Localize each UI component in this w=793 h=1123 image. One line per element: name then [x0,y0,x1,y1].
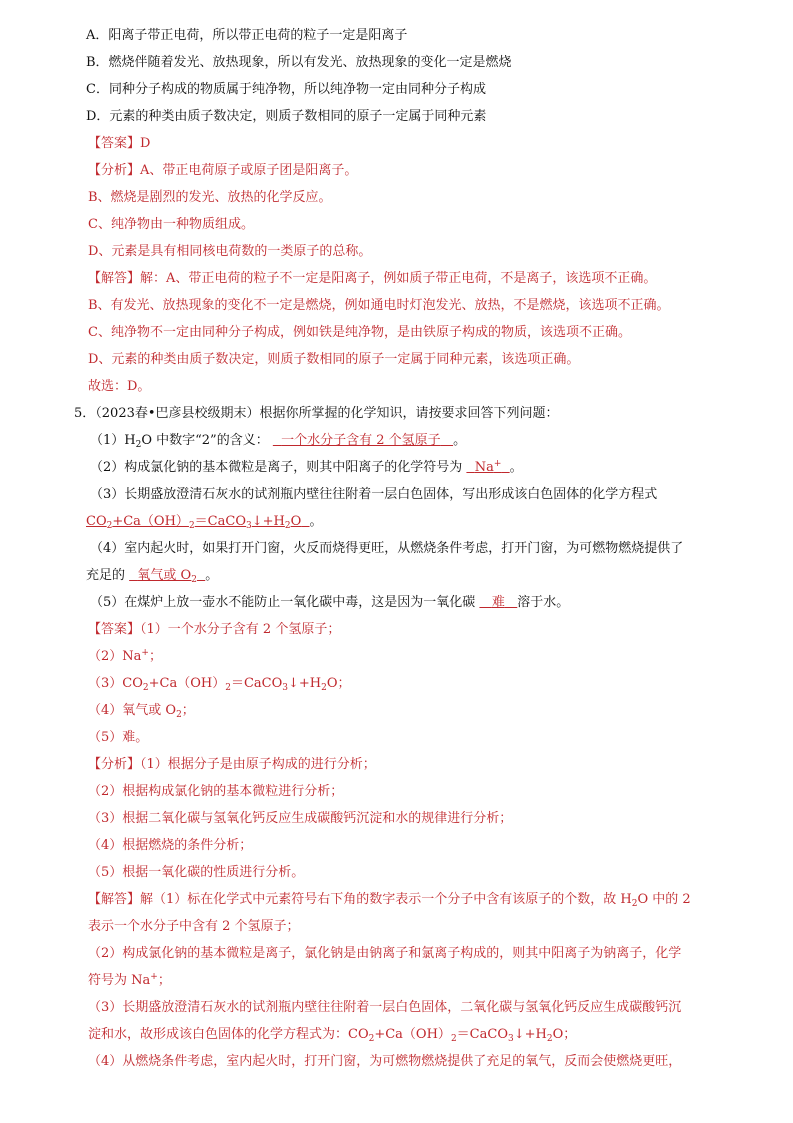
text: 。 [309,514,323,529]
q4-solution-4: D、元素的种类由质子数决定，则质子数相同的原子一定属于同种元素，该选项正确。 [88,352,580,367]
answer-text: 难 [491,595,505,610]
answer-blank-2 [466,460,509,475]
q5-solution-3: （2）构成氯化钠的基本微粒是离子，氯化钠是由钠离子和氯离子构成的，则其中阳离子为钠离子，化学 [88,946,682,961]
question-source: （2023春•巴彦县校级期末） [95,406,260,421]
analysis-tag: 【分析】 [88,163,141,178]
text: （1）一个水分子含有 2 个氢原子； [140,622,341,637]
q5-part-4: （4）室内起火时，如果打开门窗，火反而烧得更旺，从燃烧条件考虑，打开门窗，为可燃物燃烧提供了 [90,541,684,556]
q4-analysis-1 [88,162,357,180]
q5-analysis-4: （4）根据燃烧的条件分析； [88,838,253,853]
subscript: 2 [106,521,113,531]
q4-analysis-3: C、纯净物由一种物质组成。 [88,217,254,232]
subscript: 2 [450,1034,457,1044]
question-text: 根据你所掌握的化学知识，请按要求回答下列问题： [259,406,559,421]
subscript: 2 [225,683,231,693]
answer-tag: 【答案】 [88,622,141,637]
q5-solution-4 [88,972,171,990]
text: ↓+H [288,676,322,691]
q4-solution-2: B、有发光、放热现象的变化不一定是燃烧，例如通电时灯泡发光、放热，不是燃烧，该选项不正确。 [88,298,670,313]
superscript: + [141,648,149,658]
text: ＝CaCO [230,676,283,691]
text: ↓+H [513,1027,547,1042]
q5-solution-6 [88,1026,576,1044]
answer-text: Na [474,460,494,475]
text: ＝CaCO [456,1027,508,1042]
q5-answer-3 [88,675,351,693]
q4-analysis-4: D、元素是具有相同核电荷数的一类原子的总称。 [88,244,372,259]
solution-tag: 【解答】 [88,892,141,907]
answer-blank-5 [479,595,517,610]
text: 充足的 [86,568,126,583]
subscript: 3 [507,1034,514,1044]
text: （3）CO [88,676,143,691]
text: （1）H [90,433,136,448]
subscript: 3 [282,683,288,693]
answer-text: 一个水分子含有 2 个氢原子 [281,433,441,448]
text: （1）根据分子是由原子构成的进行分析； [140,757,376,772]
subscript: 2 [188,521,195,531]
q5-answer-2 [88,648,162,666]
solution-text: 解：A、带正电荷的粒子不一定是阳离子，例如质子带正电荷，不是离子，该选项不正确。 [140,271,657,286]
analysis-text: A、带正电荷原子或原子团是阳离子。 [140,163,358,178]
text: CO [86,514,107,529]
q4-solution-5: 故选：D。 [88,379,151,394]
text: ↓+H [251,514,285,529]
q5-part-1 [90,432,466,450]
text: （4）氧气或 O [88,703,177,718]
subscript: 3 [245,521,252,531]
text: ； [181,703,195,718]
text: 符号为 Na [88,973,151,988]
q5-answer-5: （5）难。 [88,730,149,745]
option-b: B．燃烧伴随着发光、放热现象，所以有发光、放热现象的变化一定是燃烧 [86,55,512,70]
subscript: 2 [631,899,638,909]
text: （5）在煤炉上放一壶水不能防止一氧化碳中毒，这是因为一氧化碳 [90,595,476,610]
text: ＝CaCO [194,514,246,529]
subscript: 2 [284,521,291,531]
text: O 中数字“2”的含义： [141,433,269,448]
q5-part-5 [90,594,569,612]
text: O； [552,1027,577,1042]
text: 溶于水。 [517,595,570,610]
option-a: A．阳离子带正电荷，所以带正电荷的粒子一定是阳离子 [86,28,408,43]
analysis-tag: 【分析】 [88,757,141,772]
answer-blank-4 [129,568,205,583]
q4-solution-3: C、纯净物不一定由同种分子构成，例如铁是纯净物，是由铁原子构成的物质，该选项不正确。 [88,325,631,340]
q5-part-2 [90,459,523,477]
q5-solution-5: （3）长期盛放澄清石灰水的试剂瓶内壁往往附着一层白色固体，二氧化碳与氢氧化钙反应生成碳酸钙沉 [88,1000,682,1015]
answer-tag: 【答案】 [88,136,141,151]
q5-analysis-5: （5）根据一氧化碳的性质进行分析。 [88,865,305,880]
q4-analysis-2: B、燃烧是剧烈的发光、放热的化学反应。 [88,190,332,205]
subscript: 2 [546,1034,553,1044]
subscript: 2 [191,575,197,585]
answer-blank-3 [86,514,310,529]
q5-answer-1 [88,621,340,639]
text: ； [157,973,171,988]
text: +Ca（OH） [112,514,189,529]
text: O [290,514,302,529]
answer-text: 氧气或 O [137,568,192,583]
text: （2）Na [88,649,142,664]
text: （2）构成氯化钠的基本微粒是离子，则其中阳离子的化学符号为 [90,460,463,475]
subscript: 2 [142,683,149,693]
q4-answer [88,135,150,153]
text: ； [148,649,162,664]
q5-part-3: （3）长期盛放澄清石灰水的试剂瓶内壁往往附着一层白色固体，写出形成该白色固体的化学方程式 [90,487,658,502]
text: +Ca（OH） [374,1027,451,1042]
q5-analysis-2: （2）根据构成氯化钠的基本微粒进行分析； [88,784,344,799]
solution-tag: 【解答】 [88,271,141,286]
subscript: 2 [368,1034,375,1044]
q4-solution-1 [88,270,656,288]
option-d: D．元素的种类由质子数决定，则质子数相同的原子一定属于同种元素 [86,109,487,124]
text: O； [326,676,351,691]
option-c: C．同种分子构成的物质属于纯净物，所以纯净物一定由同种分子构成 [86,82,486,97]
superscript: + [493,459,502,469]
question-number: 5． [74,406,96,421]
answer-blank-1 [273,433,453,448]
text: +Ca（OH） [148,676,226,691]
superscript: + [150,972,158,982]
text: 解（1）标在化学式中元素符号右下角的数字表示一个分子中含有该原子的个数，故 H [140,892,632,907]
q5-solution-2: 表示一个水分子中含有 2 个氢原子； [88,919,300,934]
answer-value: D [140,136,151,151]
q5-solution-7: （4）从燃烧条件考虑，室内起火时，打开门窗，为可燃物燃烧提供了充足的氧气，反而会使燃烧更旺， [88,1054,682,1069]
q5-stem [74,405,559,423]
q5-part-3-answer [86,513,323,531]
text: 。 [205,568,219,583]
text: 淀和水，故形成该白色固体的化学方程式为：CO [88,1027,369,1042]
text: 。 [509,460,523,475]
subscript: 2 [135,440,142,450]
q5-analysis-3: （3）根据二氧化碳与氢氧化钙反应生成碳酸钙沉淀和水的规律进行分析； [88,811,513,826]
q5-solution-1 [88,891,691,909]
q5-answer-4 [88,702,195,720]
q5-analysis-1 [88,756,376,774]
text: 。 [453,433,467,448]
subscript: 2 [176,710,182,720]
subscript: 2 [321,683,327,693]
text: O 中的 2 [637,892,691,907]
q5-part-4-answer [86,567,218,585]
